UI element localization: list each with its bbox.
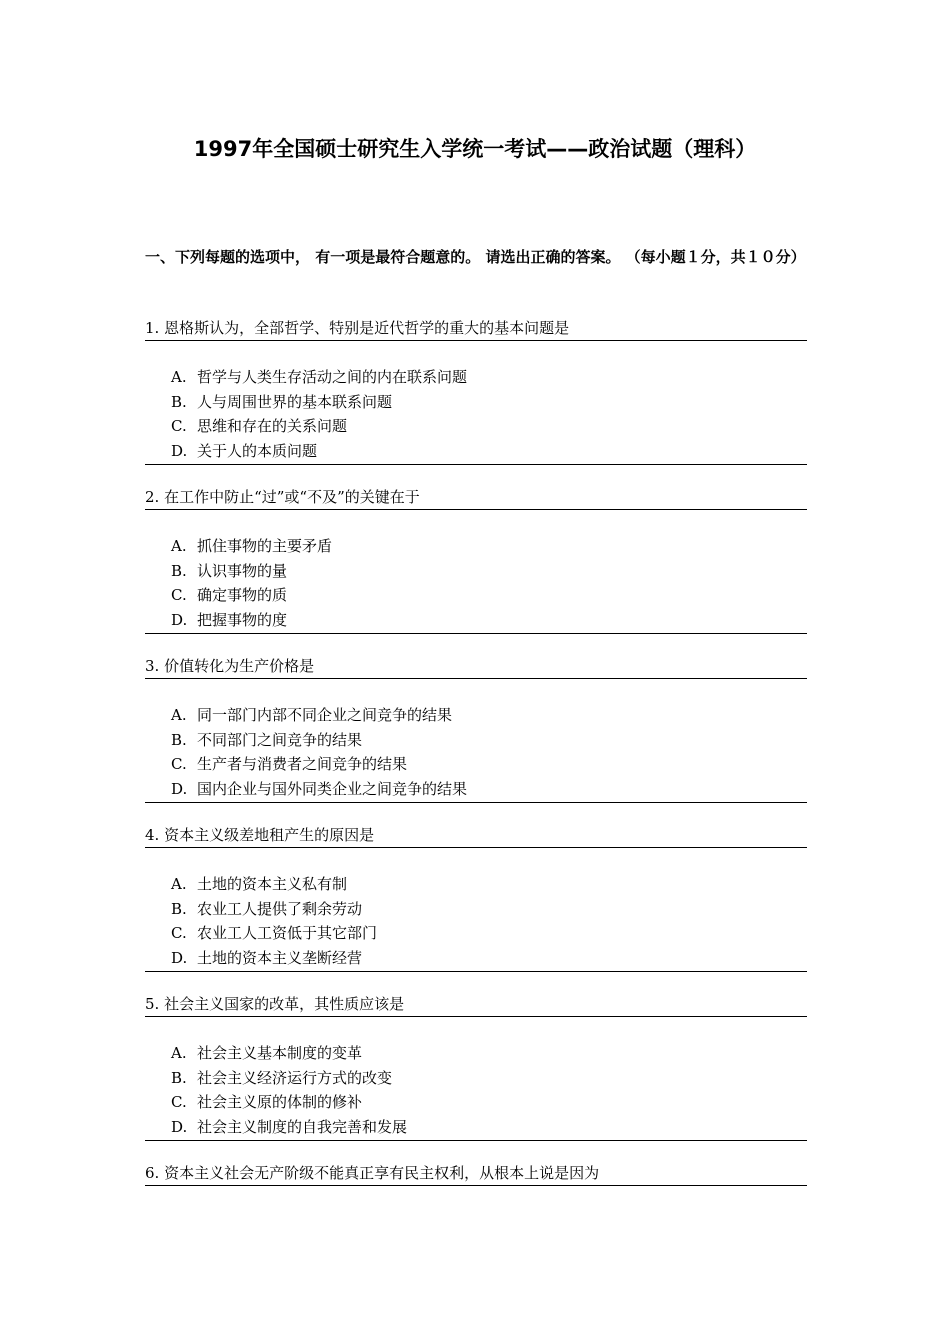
- option-text: 农业工人工资低于其它部门: [197, 924, 378, 943]
- option-letter: B.: [171, 730, 187, 749]
- option-text: 同一部门内部不同企业之间竞争的结果: [197, 706, 453, 724]
- question-stem: 1. 恩格斯认为，全部哲学、特别是近代哲学的重大的基本问题是: [145, 318, 807, 341]
- question-5: [145, 994, 807, 1141]
- option-d: [171, 608, 807, 633]
- option-text: 哲学与人类生存活动之间的内在联系问题: [197, 368, 468, 386]
- option-c: [171, 583, 807, 608]
- option-a: [171, 534, 807, 559]
- option-letter: B.: [171, 392, 187, 411]
- option-letter: C.: [171, 417, 187, 436]
- option-letter: A.: [171, 1044, 187, 1062]
- option-text: 不同部门之间竞争的结果: [197, 730, 363, 749]
- question-6: [145, 1163, 807, 1186]
- question-4: [145, 825, 807, 972]
- option-list: [145, 534, 807, 634]
- option-text: 社会主义制度的自我完善和发展: [197, 1118, 408, 1137]
- option-text: 认识事物的量: [197, 561, 288, 580]
- option-letter: C.: [171, 586, 187, 605]
- option-letter: A.: [171, 368, 187, 386]
- option-text: 土地的资本主义私有制: [197, 875, 348, 893]
- option-d: [171, 1115, 807, 1140]
- option-text: 抓住事物的主要矛盾: [197, 537, 333, 555]
- option-c: [171, 1090, 807, 1115]
- option-text: 社会主义原的体制的修补: [197, 1093, 363, 1112]
- option-d: [171, 439, 807, 464]
- option-letter: D.: [171, 611, 188, 630]
- question-stem: 3. 价值转化为生产价格是: [145, 656, 807, 679]
- option-c: [171, 414, 807, 439]
- option-d: [171, 777, 807, 802]
- option-a: [171, 365, 807, 390]
- option-list: [145, 365, 807, 465]
- option-text: 生产者与消费者之间竞争的结果: [197, 755, 408, 774]
- option-letter: C.: [171, 924, 187, 943]
- option-text: 思维和存在的关系问题: [197, 417, 348, 436]
- option-b: [171, 390, 807, 415]
- option-list: [145, 703, 807, 803]
- option-a: [171, 703, 807, 728]
- question-1: [145, 318, 807, 465]
- section-instructions: 一、下列每题的选项中， 有一项是最符合题意的。 请选出正确的答案。 （每小题１分，共１０分）: [145, 248, 806, 266]
- option-letter: B.: [171, 899, 187, 918]
- question-stem: 4. 资本主义级差地租产生的原因是: [145, 825, 807, 848]
- option-letter: D.: [171, 1118, 188, 1137]
- option-text: 社会主义经济运行方式的改变: [197, 1068, 393, 1087]
- option-letter: A.: [171, 875, 187, 893]
- option-letter: C.: [171, 1093, 187, 1112]
- option-text: 关于人的本质问题: [197, 442, 318, 461]
- option-letter: D.: [171, 442, 188, 461]
- question-3: [145, 656, 807, 803]
- option-text: 确定事物的质: [197, 586, 288, 605]
- option-b: [171, 1066, 807, 1091]
- option-letter: B.: [171, 561, 187, 580]
- option-text: 把握事物的度: [197, 611, 288, 630]
- option-letter: B.: [171, 1068, 187, 1087]
- option-list: [145, 872, 807, 972]
- option-c: [171, 921, 807, 946]
- question-2: [145, 487, 807, 634]
- option-letter: A.: [171, 706, 187, 724]
- option-b: [171, 728, 807, 753]
- option-letter: D.: [171, 949, 188, 968]
- question-stem: 6. 资本主义社会无产阶级不能真正享有民主权利，从根本上说是因为: [145, 1163, 807, 1186]
- option-c: [171, 752, 807, 777]
- option-text: 社会主义基本制度的变革: [197, 1044, 363, 1062]
- option-text: 人与周围世界的基本联系问题: [197, 392, 393, 411]
- option-list: [145, 1041, 807, 1141]
- option-b: [171, 559, 807, 584]
- option-letter: D.: [171, 780, 188, 799]
- option-text: 农业工人提供了剩余劳动: [197, 899, 363, 918]
- option-letter: C.: [171, 755, 187, 774]
- option-letter: A.: [171, 537, 187, 555]
- page-title: 1997年全国硕士研究生入学统一考试——政治试题（理科）: [193, 137, 757, 161]
- option-d: [171, 946, 807, 971]
- question-stem: 5. 社会主义国家的改革，其性质应该是: [145, 994, 807, 1017]
- option-a: [171, 1041, 807, 1066]
- option-text: 土地的资本主义垄断经营: [197, 949, 363, 968]
- option-b: [171, 897, 807, 922]
- option-text: 国内企业与国外同类企业之间竞争的结果: [197, 780, 468, 799]
- question-stem: 2. 在工作中防止“过”或“不及”的关键在于: [145, 487, 807, 510]
- option-a: [171, 872, 807, 897]
